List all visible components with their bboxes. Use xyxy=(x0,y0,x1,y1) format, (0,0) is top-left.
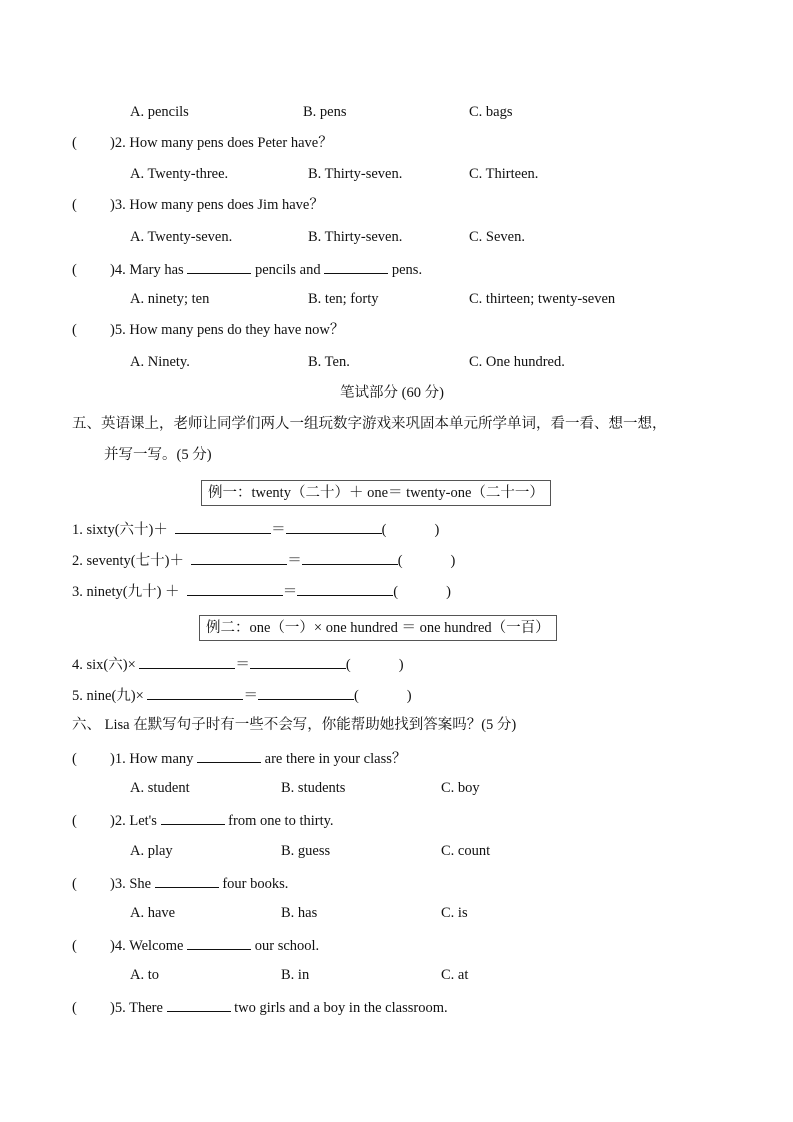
option-c: C. thirteen; twenty-seven xyxy=(469,291,616,307)
option-a: A. play xyxy=(130,843,173,859)
answer-blank[interactable] xyxy=(187,937,251,950)
option-b: B. Thirty-seven. xyxy=(308,229,403,245)
equals-sign: ＝ xyxy=(287,553,302,569)
fill-item xyxy=(72,583,451,600)
question-text: from one to thirty. xyxy=(228,813,334,829)
question-number: )2. xyxy=(110,135,126,151)
option-a: A. ninety; ten xyxy=(130,291,210,307)
close-paren: ) xyxy=(450,553,456,569)
item-prefix: 5. nine(九)× xyxy=(72,688,144,704)
question-number: )5. xyxy=(110,1000,126,1016)
option-c: C. at xyxy=(441,967,469,983)
question-number: )3. xyxy=(110,197,126,213)
question-number: )2. xyxy=(110,813,126,829)
item-prefix: 4. six(六)× xyxy=(72,657,136,673)
option-b: B. students xyxy=(281,780,346,796)
answer-paren: ( xyxy=(72,813,77,829)
section-title: 并写一写。(5 分) xyxy=(104,447,212,463)
answer-paren: ( xyxy=(72,135,77,151)
option-b: B. in xyxy=(281,967,310,983)
answer-blank[interactable] xyxy=(175,521,271,534)
example-box: 例二：one（一）× one hundred ＝ one hundred（一百） xyxy=(199,615,557,641)
question-line xyxy=(72,136,333,151)
question-text: two girls and a boy in the classroom. xyxy=(234,1000,448,1016)
equals-sign: ＝ xyxy=(235,657,250,673)
equals-sign: ＝ xyxy=(282,584,298,600)
option-c: C. Thirteen. xyxy=(469,166,539,182)
answer-blank[interactable] xyxy=(161,812,225,825)
answer-blank[interactable] xyxy=(258,687,354,700)
item-prefix: 3. ninety(九十) ＋ xyxy=(72,584,180,600)
close-paren: ) xyxy=(406,688,412,704)
option-b: B. has xyxy=(281,905,318,921)
question-line xyxy=(72,750,406,767)
fill-item xyxy=(72,521,439,538)
question-line xyxy=(72,999,448,1016)
option-b: B. ten; forty xyxy=(308,291,379,307)
section-heading: 笔试部分 (60 分) xyxy=(340,385,444,401)
question-text: are there in your class？ xyxy=(264,751,407,767)
question-text: pens. xyxy=(391,262,423,278)
item-prefix: 1. sixty(六十)＋ xyxy=(72,522,168,538)
option-b: B. Ten. xyxy=(308,354,350,370)
answer-blank[interactable] xyxy=(155,875,219,888)
question-number: )3. xyxy=(110,876,126,892)
open-paren: ( xyxy=(397,553,403,569)
close-paren: ) xyxy=(398,657,404,673)
answer-paren: ( xyxy=(72,322,77,338)
answer-blank[interactable] xyxy=(286,521,382,534)
question-text: There xyxy=(129,1000,163,1016)
close-paren: ) xyxy=(446,584,451,600)
question-line xyxy=(72,937,319,954)
fill-item xyxy=(72,552,455,569)
question-text: four books. xyxy=(222,876,289,892)
open-paren: ( xyxy=(353,688,359,704)
question-text: our school. xyxy=(254,938,320,954)
close-paren: ) xyxy=(434,522,440,538)
answer-blank[interactable] xyxy=(324,261,388,274)
option-b: B. guess xyxy=(281,843,331,859)
option-b: B. Thirty-seven. xyxy=(308,166,403,182)
option-a: A. Twenty-three. xyxy=(130,166,229,182)
section-title: 六、 Lisa 在默写句子时有一些不会写，你能帮助她找到答案吗？(5 分) xyxy=(72,717,517,733)
answer-paren: ( xyxy=(72,751,77,767)
answer-blank[interactable] xyxy=(250,656,346,669)
option-c: C. boy xyxy=(441,780,480,796)
question-text: How many pens does Peter have？ xyxy=(129,135,333,151)
section-title: 五、英语课上，老师让同学们两人一组玩数字游戏来巩固本单元所学单词，看一看、想一想， xyxy=(72,416,667,432)
item-prefix: 2. seventy(七十)＋ xyxy=(72,553,184,569)
answer-blank[interactable] xyxy=(187,583,283,596)
question-text: How many pens do they have now？ xyxy=(129,322,345,338)
option-a: A. Twenty-seven. xyxy=(130,229,233,245)
example-box: 例一：twenty（二十）＋ one＝ twenty-one（二十一） xyxy=(201,480,551,506)
question-line xyxy=(72,261,422,278)
question-text: How many xyxy=(129,751,194,767)
question-text: pencils and xyxy=(254,262,321,278)
question-text: Welcome xyxy=(129,938,184,954)
equals-sign: ＝ xyxy=(271,522,286,538)
option-a: A. pencils xyxy=(130,104,189,120)
option-c: C. One hundred. xyxy=(469,354,565,370)
question-number: )1. xyxy=(110,751,126,767)
option-c: C. bags xyxy=(469,104,513,120)
question-number: )5. xyxy=(110,322,126,338)
option-a: A. to xyxy=(130,967,159,983)
equals-sign: ＝ xyxy=(243,688,258,704)
question-text: Let's xyxy=(129,813,157,829)
question-line xyxy=(72,198,324,213)
answer-blank[interactable] xyxy=(167,999,231,1012)
answer-blank[interactable] xyxy=(147,687,243,700)
option-a: A. student xyxy=(130,780,190,796)
answer-blank[interactable] xyxy=(187,261,251,274)
fill-item xyxy=(72,656,404,673)
open-paren: ( xyxy=(381,522,387,538)
open-paren: ( xyxy=(393,584,399,600)
question-text: Mary has xyxy=(129,262,184,278)
answer-paren: ( xyxy=(72,876,77,892)
question-number: )4. xyxy=(110,938,126,954)
option-c: C. is xyxy=(441,905,468,921)
answer-blank[interactable] xyxy=(197,750,261,763)
answer-blank[interactable] xyxy=(191,552,287,565)
question-line xyxy=(72,812,334,829)
question-number: )4. xyxy=(110,262,126,278)
answer-blank[interactable] xyxy=(139,656,235,669)
option-c: C. count xyxy=(441,843,491,859)
answer-paren: ( xyxy=(72,938,77,954)
fill-item xyxy=(72,687,412,704)
answer-paren: ( xyxy=(72,262,77,278)
option-a: A. Ninety. xyxy=(130,354,190,370)
answer-paren: ( xyxy=(72,197,77,213)
option-c: C. Seven. xyxy=(469,229,525,245)
question-text: How many pens does Jim have？ xyxy=(129,197,324,213)
option-a: A. have xyxy=(130,905,176,921)
answer-blank[interactable] xyxy=(302,552,398,565)
option-b: B. pens xyxy=(303,104,347,120)
question-line xyxy=(72,875,288,892)
question-text: She xyxy=(129,876,152,892)
open-paren: ( xyxy=(345,657,351,673)
question-line xyxy=(72,323,344,338)
answer-blank[interactable] xyxy=(297,583,393,596)
answer-paren: ( xyxy=(72,1000,77,1016)
